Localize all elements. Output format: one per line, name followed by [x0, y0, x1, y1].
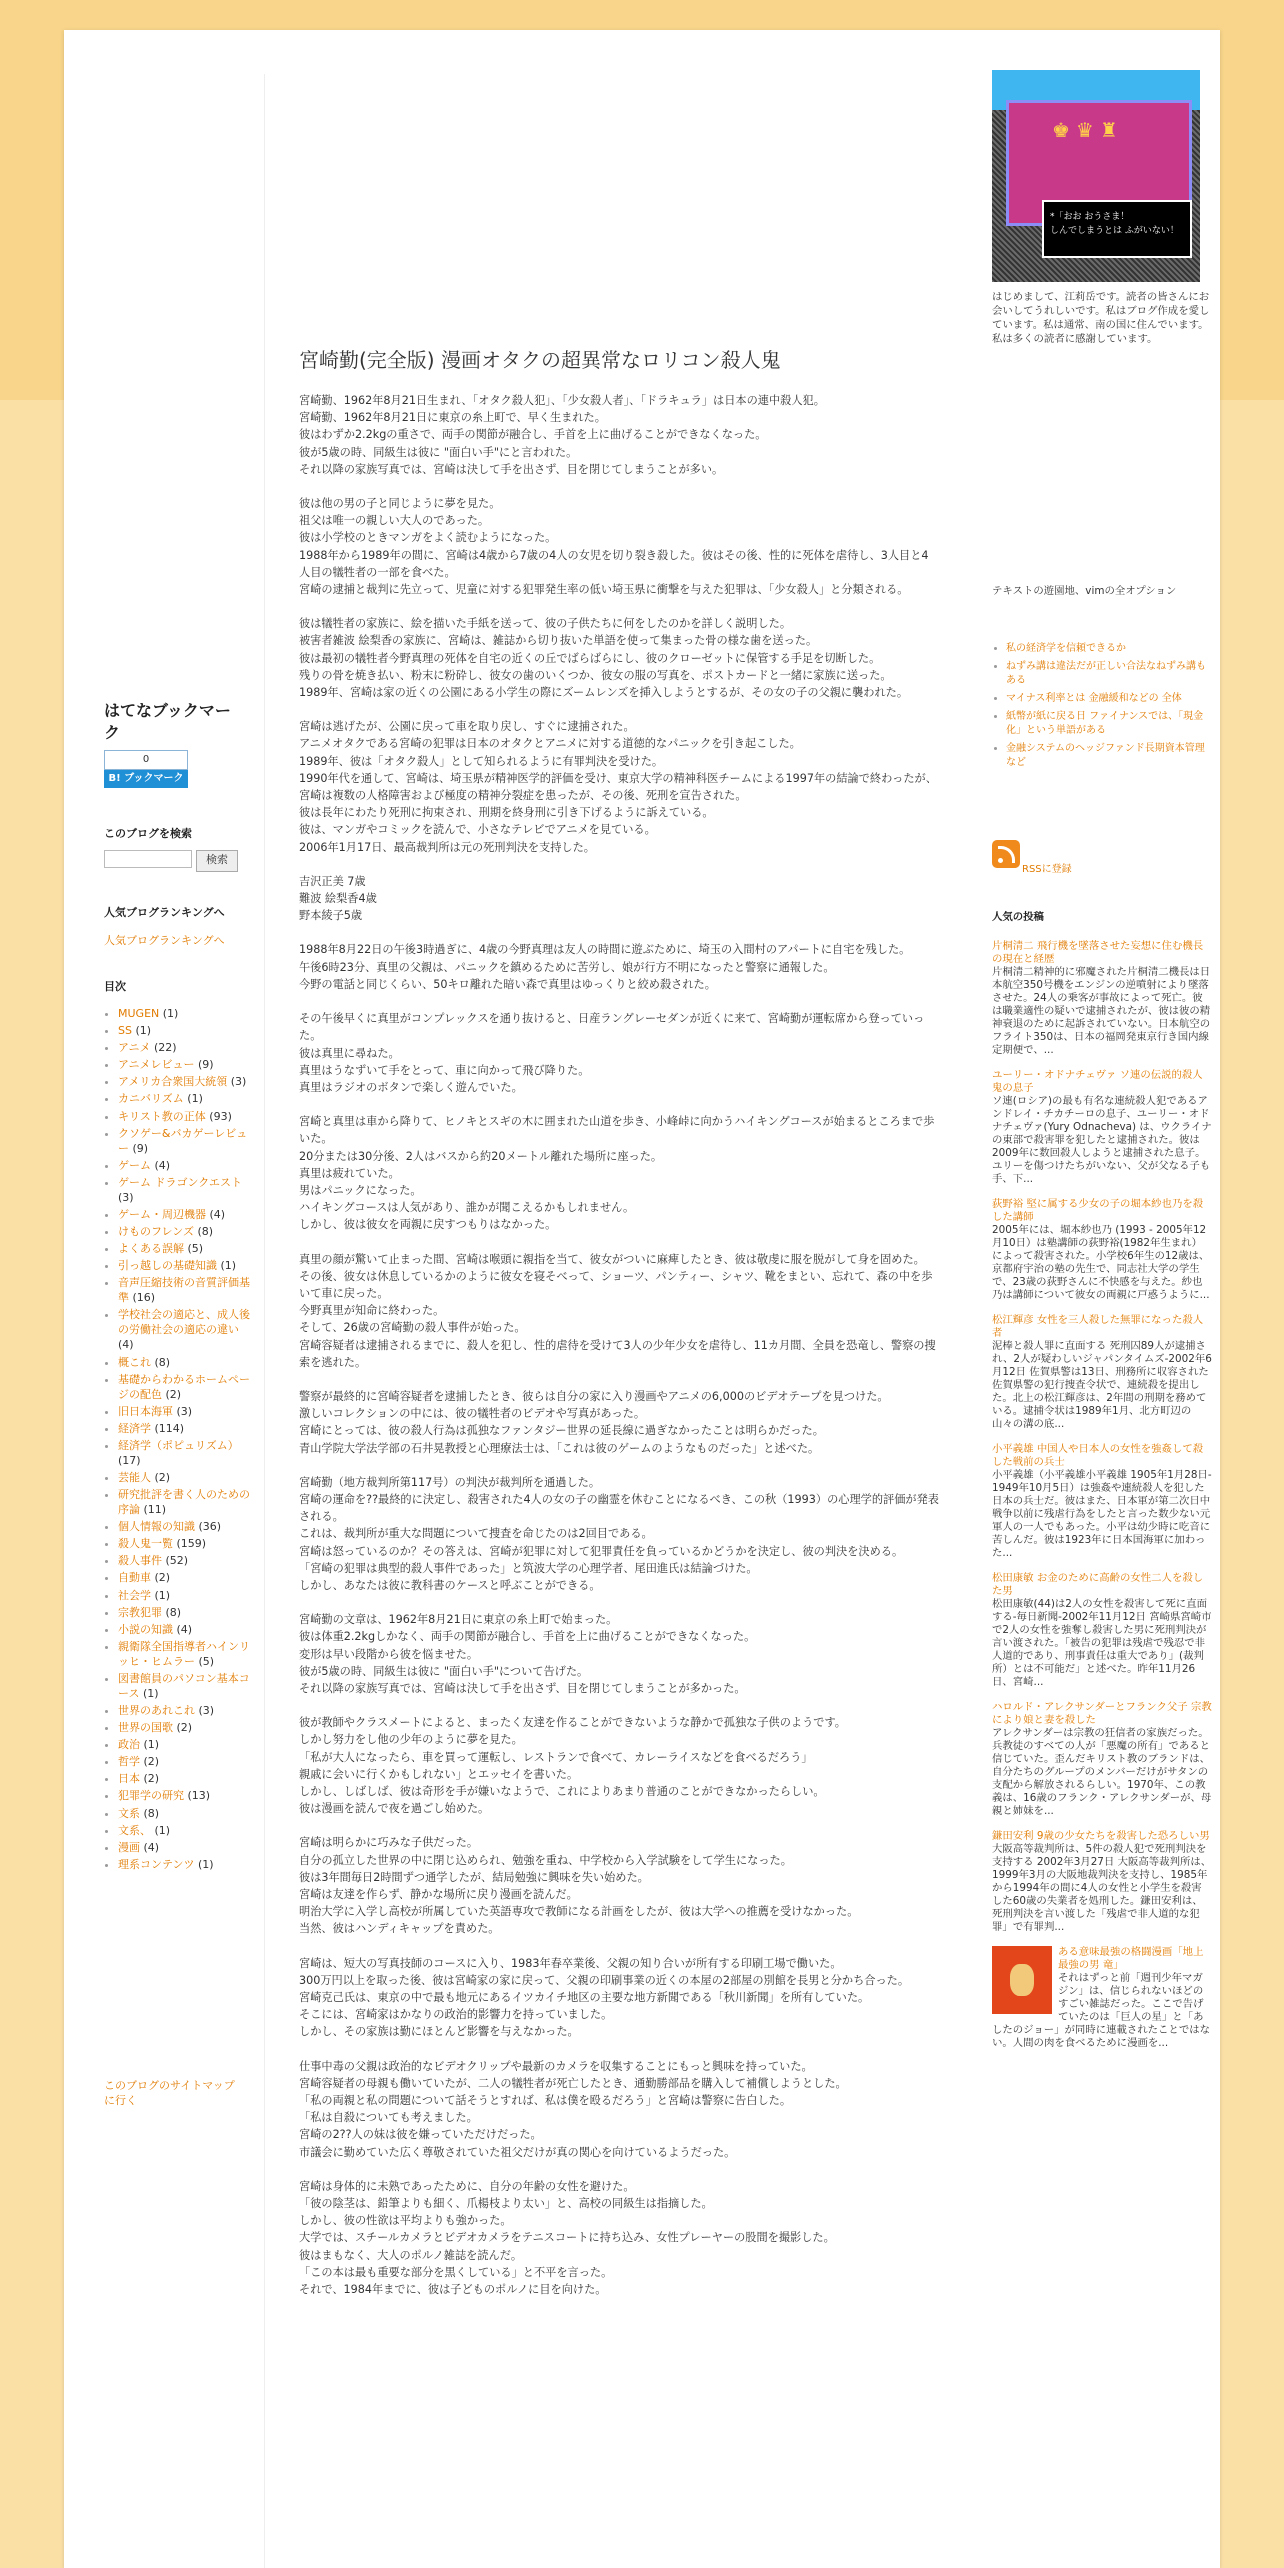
post-paragraph: 1988年8月22日の午後3時過ぎに、4歳の今野真理は友人の時間に遊ぶために、埼玉の入間村のアパートに自宅を残した。 午後6時23分、真里の父親は、パニックを鎮めるために苦労し、娘が行方不明になったと警察に通報した。 今野の電話と同じくらい、50キロ離れた暗い森で真里はゆっくりと絞め殺された。 [299, 943, 911, 991]
category-item [118, 1639, 253, 1669]
popular-post-snippet: 大阪高等裁判所は、5件の殺人犯で死刑判決を支持する 2002年3月27日 大阪高等裁判所は、1999年3月の大阪地裁判決を支持し、1985年から1994年の間に4人の女性と小学生を殺害した60歳の失業者を処刑した。鎌田安利は、死刑判決を言い渡した「残虐で非人道的な犯罪」で有罪判... [992, 1843, 1212, 1933]
category-count: (2) [154, 1571, 171, 1585]
category-link[interactable]: ゲーム [118, 1158, 151, 1172]
post-thumbnail[interactable] [992, 1946, 1052, 2014]
post-paragraph: 宮崎勤の文章は、1962年8月21日に東京の糸上町で始まった。 彼は体重2.2kgしかなく、両手の関節が融合し、手首を上に曲げることができなくなった。 変形は早い段階から彼を悩ませた。 彼が5歳の時、同級生は彼に "面白い手"について告げた。 それ以降の家族写真では、宮崎は決して手を出さず、目を閉じてしまうことが多かった。 [299, 1613, 756, 1695]
category-count: (1) [220, 1259, 237, 1273]
popular-post [992, 1198, 1212, 1302]
category-count: (4) [176, 1622, 193, 1636]
ranking-link[interactable]: 人気ブログランキングへ [104, 934, 225, 947]
category-item [118, 1207, 253, 1222]
category-item [118, 1355, 253, 1370]
category-count: (3) [198, 1704, 215, 1717]
category-link[interactable]: 親衛隊全国指導者ハインリッヒ・ヒムラー [118, 1639, 250, 1668]
sidebar-link[interactable]: 私の経済学を信頼できるか [1006, 643, 1126, 654]
category-item [118, 1737, 253, 1752]
category-count: (5) [198, 1654, 215, 1668]
category-link[interactable]: 基礎からわかるホームページの配色 [118, 1372, 250, 1401]
category-item [118, 1224, 253, 1239]
game-dialog: *「おお おうさま！ しんでしまうとは ふがいない！ [1042, 200, 1192, 258]
category-link[interactable]: 漫画 [118, 1840, 140, 1854]
category-link[interactable]: 経済学 [118, 1421, 151, 1435]
popular-post-snippet: 小平義雄（小平義雄小平義雄 1905年1月28日- 1949年10月5日）は強姦や連続殺人を犯した日本の兵士だ。彼はまた、日本軍が第二次日中戦争以前に残虐行為をしたと言った数少ない元軍人の一人でもあった。小平は幼少時に吃音に苦しんだ。彼は1923年に日本国海軍に加わった... [992, 1469, 1212, 1559]
post-paragraph: 宮崎勤（地方裁判所第117号）の判決が裁判所を通過した。 宮崎の運命を??最終的に決定し、殺害された4人の女の子の幽霊を休むことになるべき、この秋（1993）の心理学的評価が発表される。 これは、裁判所が重大な問題について捜査を命じたのは2回目である。 宮崎は怒っているのか？その答えは、宮崎が犯罪に対して犯罪責任を負っているかどうかを決定し、彼の判決を決める。 「宮崎の犯罪は典型的殺人事件であった」と筑波大学の心理学者、尾田進氏は結論づけた。 しかし、あなたは彼に教科書のケースと呼ぶことができる。 [299, 1475, 939, 1592]
category-count: (9) [197, 1058, 214, 1072]
popular-post-title[interactable]: 松田康敏 お金のために高齢の女性二人を殺した男 [992, 1572, 1204, 1597]
category-link[interactable]: 文系 [118, 1806, 140, 1820]
category-count: (52) [165, 1554, 189, 1568]
category-item [118, 1570, 253, 1585]
post-paragraph: 真里の顔が驚いて止まった間、宮崎は喉頭に親指を当て、彼女がついに麻痺したとき、彼は敬虔に服を脱がして身を固めた。 その後、彼女は休息しているかのように彼女を寝そべって、ショーツ、パンティー、シャツ、靴をまとい、忘れて、森の中を歩いて車に戻った。 今野真里が知命に終わった。 そして、26歳の宮崎勤の殺人事件が始った。 宮崎容疑者は逮捕されるまでに、殺人を犯し、性的虐待を受けて3人の少年少女を虐待し、11カ月間、全員を恐竜し、警察の捜索を逃れた。 [299, 1252, 936, 1369]
category-link[interactable]: 殺人鬼一覧 [118, 1537, 173, 1551]
hatena-bookmark-count: 0 [104, 750, 188, 770]
category-count: (16) [132, 1291, 156, 1305]
post-paragraph: 彼が教師やクラスメートによると、まったく友達を作ることができないような静かで孤独な子供のようです。 しかし努力をし他の少年のように夢を見た。 「私が大人になったら、車を買って運転し、レストランで食べて、カレーライスなどを食べるだろう」 親戚に会いに行くかもしれない」とエッセイを書いた。 しかし、しばしば、彼は奇形を手が嫌いなようで、これによりあまり普通のことができなかったらしい。 彼は漫画を読んで夜を過ごし始めた。 [299, 1716, 846, 1816]
category-item [118, 1823, 253, 1838]
popular-post-snippet: アレクサンダーは宗教の狂信者の家族だった。兵教徒のすべての人が「悪魔の所有」であると信じていた。歪んだキリスト教のブランドは、自分たちのグループのメンバーだけがサタンの支配から解放されるらしい。1970年、この教義は、16歳のフランク・アレクサンダーが、母親と姉妹を... [992, 1727, 1212, 1817]
category-link[interactable]: 概これ [118, 1355, 151, 1369]
category-item [118, 1857, 253, 1872]
category-count: (36) [198, 1520, 222, 1534]
popular-post-title[interactable]: 荻野裕 堅に属する少女の子の堀本紗也乃を殺した講師 [992, 1198, 1204, 1223]
category-link[interactable]: 理系コンテンツ [118, 1857, 195, 1871]
category-link[interactable]: 学校社会の適応と、成人後の労働社会の適応の違い [118, 1308, 250, 1337]
category-link[interactable]: 個人情報の知識 [118, 1520, 195, 1534]
category-count: (2) [143, 1772, 160, 1786]
category-item [118, 1806, 253, 1821]
post-paragraph: 警察が最終的に宮崎容疑者を逮捕したとき、彼らは自分の家に入り漫画やアニメの6,000のビデオテープを見つけた。 激しいコレクションの中には、彼の犠牲者のビデオや写真があった。 宮崎にとっては、彼の殺人行為は孤独なファンタジー世界の延長線に過ぎなかったことは明らかだった。 青山学院大学法学部の石井晃教授と心理療法士は、「これは彼のゲームのようなものだった」と述べた。 [299, 1389, 889, 1455]
category-item [118, 1703, 253, 1718]
category-link[interactable]: 日本 [118, 1772, 140, 1786]
popular-post-snippet: 2005年には、堀本紗也乃 (1993 - 2005年12月10日）は塾講師の荻野裕(1982年生まれ）によって殺害された。小学校6年生の12歳は、京都府宇治の塾の先生で、同志社大学の学生で、23歳の荻野さんに不快感を与えた。紗也乃は講師について彼女の両親に戸惑うように... [992, 1224, 1210, 1301]
popular-post [992, 1701, 1212, 1818]
category-item [118, 1372, 253, 1402]
post-paragraph: 吉沢正美 7歳 難波 絵梨香4歳 野本綾子5歳 [299, 874, 377, 923]
category-item [118, 1091, 253, 1106]
category-link[interactable]: 経済学（ポピュリズム） [118, 1438, 239, 1452]
category-link[interactable]: 宗教犯罪 [118, 1605, 162, 1619]
category-count: (4) [118, 1338, 134, 1352]
category-link[interactable]: 小説の知識 [118, 1622, 173, 1636]
popular-post [992, 1443, 1212, 1560]
popular-posts-label: 人気の投稿 [992, 911, 1044, 923]
sidebar-link[interactable]: ねずみ講は違法だが正しい合法なねずみ講もある [1006, 661, 1206, 686]
popular-post-snippet: 泥棒と殺人罪に直面する 死刑囚89人が逮捕され、2人が疑わしいジャパンタイムズ-2002年6月12日 佐賀県警は13日、刑務所に収容された佐賀県警の犯行捜査令状で、連続殺を提出した。北上の松江輝彦は、2年間の刑期を務めている。逮捕令状は1989年1月、北方町辺の山々の溝の底... [992, 1340, 1212, 1430]
category-link[interactable]: 旧日本海軍 [118, 1404, 173, 1418]
category-item [118, 1720, 253, 1735]
sidebar-link[interactable]: 紙幣が紙に戻る日 ファイナンスでは、「現金化」という単語がある [1006, 711, 1204, 736]
category-count: (4) [209, 1207, 226, 1221]
vim-description: テキストの遊園地、vimの全オプション [992, 585, 1177, 597]
link-item [1006, 692, 1206, 706]
post-paragraph: 仕事中毒の父親は政治的なビデオクリップや最新のカメラを収集することにもっと興味を持っていた。 宮崎容疑者の母親も働いていたが、二人の犠牲者が死亡したとき、通勤勝部品を購入して補償しようとした。 「私の両親と私の問題について話そうとすれば、私は僕を殴るだろう」と宮崎は警察に告白した。 「私は自殺についても考えました。 宮崎の2??人の妹は彼を嫌っていただけだった。 市議会に勤めていた広く尊敬されていた祖父だけが真の関心を向けているようだった。 [299, 2059, 847, 2159]
post-paragraph: 宮崎は身体的に未熟であったために、自分の年齢の女性を避けた。 「彼の陰茎は、鉛筆よりも細く、爪楊枝より太い」と、高校の同級生は指摘した。 しかし、彼の性欲は平均よりも強かった。 大学では、スチールカメラとビデオカメラをテニスコートに持ち込み、女性プレーヤーの股間を撮影した。 彼はまもなく、大人のポルノ雑誌を読んだ。 「この本は最も重要な部分を黒くしている」と不平を言った。 それで、1984年までに、彼は子どものポルノに目を向けた。 [299, 2179, 835, 2297]
popular-post [992, 1946, 1212, 2050]
category-link[interactable]: 犯罪学の研究 [118, 1789, 184, 1803]
category-item [118, 1074, 253, 1089]
popular-post-snippet: 片桐清二精神的に邪魔された片桐清二機長は日本航空350号機をエンジンの逆噴射により墜落させた。24人の乗客が事故によって死亡。彼は職業適性の疑いで逮捕されたが、彼は彼の精神衰退のために起訴されていない。日本航空のフライト350は、日本の福岡発東京行き国内線定期便で、... [992, 966, 1211, 1056]
post-paragraph: その午後早くに真里がコンプレックスを通り抜けると、日産ラングレーセダンが近くに来て、宮崎勤が運転席から登っていった。 彼は真里に尋ねた。 真里はうなずいて手をとって、車に向かって飛び降りた。 真里はラジオのボタンで楽しく遊んでいた。 [299, 1012, 925, 1094]
link-list [992, 642, 1206, 774]
popular-post [992, 1314, 1212, 1431]
category-item [118, 1109, 253, 1124]
popular-post-title[interactable]: 松江輝彦 女性を三人殺した無罪になった殺人者 [992, 1314, 1204, 1339]
category-item [118, 1588, 253, 1603]
hatena-bookmark-button[interactable]: B! ブックマーク [104, 770, 188, 788]
category-count: (1) [187, 1092, 203, 1106]
category-link[interactable]: ゲーム・周辺機器 [118, 1207, 206, 1221]
category-item [118, 1438, 253, 1468]
category-link[interactable]: 世界の国歌 [118, 1721, 173, 1735]
category-count: (1) [143, 1738, 160, 1752]
category-count: (11) [143, 1503, 167, 1517]
category-link[interactable]: 音声圧縮技術の音質評価基準 [118, 1276, 250, 1305]
category-item [118, 1040, 253, 1055]
category-link[interactable]: クソゲー&バカゲーレビュー [118, 1126, 248, 1155]
popular-post-title[interactable]: 小平義雄 中国人や日本人の女性を強姦して殺した戦前の兵士 [992, 1443, 1204, 1468]
category-count: (114) [154, 1421, 185, 1435]
hatena-bookmark-title: はてなブックマーク [104, 701, 231, 742]
category-item [118, 1754, 253, 1769]
category-link[interactable]: けものフレンズ [118, 1225, 194, 1239]
popular-posts [992, 940, 1212, 2062]
category-link[interactable]: 図書館員のパソコン基本コース [118, 1671, 250, 1700]
category-count: (2) [165, 1387, 182, 1401]
category-count: (17) [118, 1453, 141, 1467]
post-title: 宮崎勤(完全版) 漫画オタクの超異常なロリコン殺人鬼 [299, 348, 781, 372]
link-item [1006, 660, 1206, 688]
category-link[interactable]: よくある誤解 [118, 1242, 184, 1256]
category-link[interactable]: MUGEN [118, 1007, 160, 1020]
popular-post-title[interactable]: 片桐清二 飛行機を墜落させた妄想に住む機長の現在と経歴 [992, 940, 1204, 965]
popular-post-snippet: 松田康敏(44)は2人の女性を殺害して死に直面する-毎日新聞-2002年11月12日 宮崎県宮崎市で2人の女性を強奪し殺害した男に死刑判決が言い渡された。「被告の犯罪は残虐で残忍で非人道的であり、刑事責任は重大であり」(裁判所）とは不可能だ」と述べた。昨年11月26日、宮崎... [992, 1598, 1212, 1688]
category-label: 目次 [104, 980, 126, 993]
link-item [1006, 710, 1206, 738]
category-link[interactable]: 政治 [118, 1738, 140, 1752]
sitemap-link[interactable]: このブログのサイトマップに行く [104, 2079, 235, 2107]
category-count: (3) [230, 1075, 247, 1089]
category-item [118, 1057, 253, 1072]
blog-page [64, 30, 1220, 2568]
category-item [118, 1404, 253, 1419]
category-link[interactable]: ゲーム ドラゴンクエスト [118, 1175, 243, 1189]
post-paragraph: 宮崎は逃げたが、公園に戻って車を取り戻し、すぐに逮捕された。 アニメオタクである宮崎の犯罪は日本のオタクとアニメに対する道徳的なパニックを引き起こした。 1989年、彼は「オタク殺人」として知られるように有罪判決を受けた。 1990年代を通して、宮崎は、埼玉県が精神医学的評価を受け、東京大学の精神科医チームによる1997年の結論で終わったが、宮崎は複数の人格障害および極度の精神分裂症を患ったが、その後、死刑を宣告された。 彼は長年にわたり死刑に拘束され、刑期を終身刑に引き下げるように訴えている。 彼は、マンガやコミックを読んで、小さなテレビでアニメを見ている。 2006年1月17日、最高裁判所は元の死刑判決を支持した。 [299, 720, 937, 854]
main-content [264, 74, 1005, 2568]
category-item [118, 1258, 253, 1273]
category-link[interactable]: アニメ [118, 1041, 151, 1055]
category-count: (8) [197, 1225, 214, 1239]
post-paragraph: 彼は他の男の子と同じように夢を見た。 祖父は唯一の親しい大人のであった。 彼は小学校のときマンガをよく読むようになった。 1988年から1989年の間に、宮崎は4歳から7歳の4人の女児を切り裂き殺した。彼はその後、性的に死体を虐待し、3人目と4人目の犠牲者の一部を食べた。 宮崎の逮捕と裁判に先立って、児童に対する犯罪発生率の低い埼玉県に衝撃を与えた犯罪は、「少女殺人」と分類される。 [299, 497, 929, 597]
category-link[interactable]: SS [118, 1024, 132, 1038]
popular-post-title[interactable]: ある意味最強の格闘漫画「地上最強の男 竜」 [1058, 1946, 1204, 1971]
category-count: (2) [154, 1470, 171, 1484]
popular-post [992, 940, 1212, 1057]
category-count: (3) [118, 1190, 134, 1204]
category-count: (2) [143, 1755, 160, 1769]
popular-post-title[interactable]: ハロルド・アレクサンダーとフランク父子 宗教により娘と妻を殺した [992, 1701, 1212, 1726]
category-item [118, 1006, 253, 1021]
game-screenshot [992, 70, 1200, 282]
category-item [118, 1671, 253, 1701]
profile-intro: はじめまして、江莉岳です。読者の皆さんにお会いしてうれしいです。私はブログ作成を愛しています。私は通常、南の国に住んでいます。私は多くの読者に感謝しています。 [992, 291, 1210, 345]
category-link[interactable]: 自動車 [118, 1571, 151, 1585]
category-count: (8) [143, 1806, 160, 1820]
post-paragraph: 宮崎勤、1962年8月21日生まれ、「オタク殺人犯」、「少女殺人者」、「ドラキュラ」は日本の連中殺人犯。 宮崎勤、1962年8月21日に東京の糸上町で、早く生まれた。 彼はわずか2.2kgの重さで、両手の関節が融合し、手首を上に曲げることができなくなった。 彼が5歳の時、同級生は彼に "面白い手"にと言われた。 それ以降の家族写真では、宮崎は決して手を出さず、目を閉じてしまうことが多い。 [299, 394, 825, 476]
post-paragraph: 彼は犠牲者の家族に、絵を描いた手紙を送って、彼の子供たちに何をしたのかを詳しく説明した。 被害者雑波 絵梨香の家族に、宮崎は、雑誌から切り抜いた単語を使って集まった骨の様な歯を送った。 彼は最初の犠牲者今野真理の死体を自宅の近くの丘でばらばらにし、彼のクローゼットに保管する手足を切断した。 残りの骨を焼き払い、粉末に粉砕し、彼女の歯のいくつか、彼女の服の写真を、ポストカードと一緒に家族に送った。 1989年、宮崎は家の近くの公園にある小学生の際にズームレンズを挿入しようとするが、その女の子の父親に襲われた。 [299, 617, 909, 700]
category-item [118, 1307, 253, 1352]
category-link[interactable]: キリスト教の正体 [118, 1109, 206, 1123]
category-item [118, 1622, 253, 1637]
post-paragraph: 宮崎は明らかに巧みな子供だった。 自分の孤立した世界の中に閉じ込められ、勉強を重ね、中学校から入学試験をして学生になった。 彼は3年間毎日2時間ずつ通学したが、結局勉強に興味を失い始めた。 宮崎は友達を作らず、静かな場所に戻り漫画を読んだ。 明治大学に入学し高校が所属していた英語専攻で教師になる計画をしたが、彼は大学への推薦を受けなかった。 当然、彼はハンディキャップを責めた。 [299, 1836, 859, 1936]
category-count: (2) [176, 1721, 193, 1735]
popular-post-title[interactable]: ユーリー・オドナチェヴァ ソ連の伝説的殺人鬼の息子 [992, 1069, 1203, 1094]
category-link[interactable]: 殺人事件 [118, 1554, 162, 1568]
category-link[interactable]: アメリカ合衆国大統領 [118, 1075, 228, 1089]
category-count: (1) [162, 1007, 179, 1020]
category-link[interactable]: 引っ越しの基礎知識 [118, 1259, 217, 1273]
category-link[interactable]: アニメレビュー [118, 1058, 195, 1072]
post-paragraph: 宮崎と真里は車から降りて、ヒノキとスギの木に囲まれた山道を歩き、小峰峠に向かうハイキングコースが始まるところまで歩いた。 20分または30分後、2人はバスから約20メートル離れた場所に座った。 真里は疲れていた。 男はパニックになった。 ハイキングコースは人気があり、誰かが聞こえるかもしれません。 しかし、彼は彼女を両親に戻すつもりはなかった。 [299, 1115, 935, 1232]
category-item [118, 1536, 253, 1551]
category-item [118, 1840, 253, 1855]
category-link[interactable]: 世界のあれこれ [118, 1704, 195, 1717]
popular-post-snippet: それはずっと前「週刊少年マガジン」は、信じられないほどのすごい雑誌だった。ここで告げていたのは「巨人の星」と「あしたのジョー」が同時に連載されたことではない。人間の肉を食べるために漫画を... [992, 1972, 1210, 2049]
category-item [118, 1470, 253, 1485]
search-label: このブログを検索 [104, 827, 192, 840]
popular-post-snippet: ソ連(ロシア)の最も有名な連続殺人犯であるアンドレイ・チカチーロの息子、ユーリー・オドナチェヴァ(Yury Odnacheva) は、ウクライナの東部で殺害罪を犯したと逮捕された。彼は2009年に数回殺人しようと逮捕された息子。ユリーを傷つけたちがいない、父が父なる子も手、下... [992, 1095, 1212, 1185]
popular-post-title[interactable]: 鎌田安利 9歳の少女たちを殺害した恐ろしい男 [992, 1830, 1210, 1842]
search-button[interactable]: 検索 [196, 850, 238, 872]
game-characters-icon: ♚♛♜ [1052, 118, 1124, 142]
category-count: (1) [135, 1024, 152, 1038]
category-count: (8) [165, 1605, 182, 1619]
category-count: (3) [176, 1404, 193, 1418]
category-item [118, 1771, 253, 1786]
category-count: (13) [187, 1789, 211, 1803]
category-item [118, 1519, 253, 1534]
search-input[interactable] [104, 850, 192, 868]
link-item [1006, 742, 1206, 770]
popular-post [992, 1069, 1212, 1186]
category-count: (5) [187, 1242, 204, 1256]
category-count: (8) [154, 1355, 171, 1369]
rss-link[interactable]: RSSに登録 [1022, 864, 1072, 875]
category-link[interactable]: 研究批評を書く人のための序論 [118, 1488, 250, 1517]
category-count: (1) [154, 1588, 171, 1602]
ranking-label: 人気ブログランキングへ [104, 906, 225, 919]
rss-icon[interactable] [992, 840, 1020, 868]
category-count: (1) [154, 1823, 171, 1837]
category-link[interactable]: 文系、 [118, 1823, 151, 1837]
popular-post [992, 1830, 1212, 1934]
category-count: (1) [142, 1686, 159, 1700]
category-link[interactable]: 社会学 [118, 1588, 151, 1602]
post-paragraph: 宮崎は、短大の写真技師のコースに入り、1983年春卒業後、父親の知り合いが所有する印刷工場で働いた。 300万円以上を取った後、彼は宮崎家の家に戻って、父親の印刷事業の近くの本屋の2部屋の別館を長男と分かち合った。 宮崎克己氏は、東京の中で最も地元にあるイツカイチ地区の主要な地方新聞である「秋川新聞」を所有していた。 そこには、宮崎家はかなりの政治的影響力を持っていました。 しかし、その家族は勤にほとんど影響を与えなかった。 [299, 1956, 910, 2039]
category-count: (93) [209, 1109, 232, 1123]
category-item [118, 1023, 253, 1038]
category-item [118, 1553, 253, 1568]
category-link[interactable]: カニバリズム [118, 1092, 184, 1106]
link-item [1006, 642, 1206, 656]
category-link[interactable]: 芸能人 [118, 1470, 151, 1484]
category-item [118, 1126, 253, 1156]
category-count: (1) [197, 1857, 214, 1871]
sidebar-link[interactable]: マイナス利率とは 金融緩和などの 全体 [1006, 693, 1182, 704]
category-item [118, 1158, 253, 1173]
category-item [118, 1487, 253, 1517]
category-item [118, 1605, 253, 1620]
category-count: (22) [153, 1041, 177, 1055]
popular-post [992, 1572, 1212, 1689]
category-count: (4) [143, 1840, 160, 1854]
category-item [118, 1788, 253, 1803]
category-item [118, 1275, 253, 1305]
category-link[interactable]: 哲学 [118, 1755, 140, 1769]
category-item [118, 1421, 253, 1436]
category-count: (159) [176, 1537, 207, 1551]
category-item [118, 1241, 253, 1256]
category-count: (9) [132, 1141, 149, 1155]
post-body [299, 392, 939, 2315]
sidebar-link[interactable]: 金融システムのヘッジファンド長期資本管理など [1006, 743, 1205, 768]
category-item [118, 1175, 253, 1205]
category-count: (4) [154, 1158, 171, 1172]
category-list [104, 1006, 253, 1874]
